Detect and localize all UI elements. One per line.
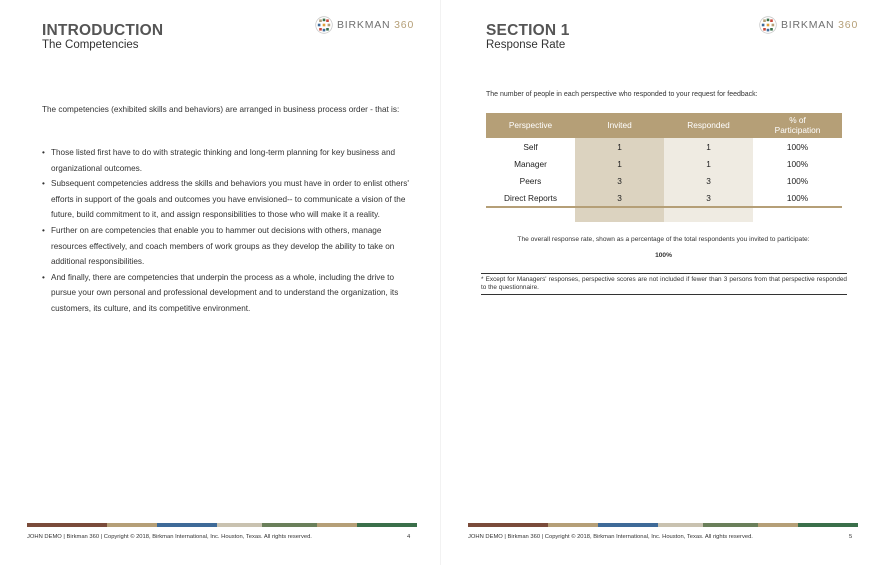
logo-name: BIRKMAN bbox=[781, 19, 835, 31]
logo-wordmark bbox=[781, 19, 858, 31]
footer-color-stripe bbox=[27, 523, 417, 527]
competency-list bbox=[42, 145, 414, 317]
page-title: INTRODUCTION bbox=[42, 22, 164, 39]
cell-perspective: Manager bbox=[514, 158, 547, 169]
cell-participation: 100% bbox=[786, 175, 809, 186]
cell-invited: 1 bbox=[575, 138, 664, 155]
cell-invited: 3 bbox=[575, 172, 664, 189]
logo-number: 360 bbox=[394, 19, 415, 31]
table-row bbox=[486, 189, 842, 207]
header-participation-line2: Participation bbox=[774, 124, 821, 135]
header-responded: Responded bbox=[664, 113, 753, 138]
cell-responded: 3 bbox=[664, 189, 753, 207]
header-participation bbox=[753, 113, 842, 138]
cell-perspective: Peers bbox=[519, 175, 542, 186]
footer-copyright: JOHN DEMO | Birkman 360 | Copyright © 2018, Birkman International, Inc. Houston, Texas. All rights reserved. bbox=[27, 534, 312, 540]
overall-rate-value: 100% bbox=[655, 252, 672, 259]
cell-responded: 1 bbox=[664, 155, 753, 172]
logo-number: 360 bbox=[838, 19, 859, 31]
birkman-logo bbox=[759, 16, 858, 34]
header-invited: Invited bbox=[575, 113, 664, 138]
logo-wordmark bbox=[337, 19, 414, 31]
logo-name: BIRKMAN bbox=[337, 19, 391, 31]
cell-participation: 100% bbox=[786, 141, 809, 152]
cell-participation: 100% bbox=[786, 192, 809, 203]
filler-cell bbox=[486, 207, 575, 222]
table-row bbox=[486, 138, 842, 155]
page-subtitle: Response Rate bbox=[486, 39, 566, 51]
filler-cell bbox=[575, 207, 664, 222]
filler-cell bbox=[753, 207, 842, 222]
table-header-row bbox=[486, 113, 842, 138]
table-filler-row bbox=[486, 207, 842, 222]
footer-copyright: JOHN DEMO | Birkman 360 | Copyright © 2018, Birkman International, Inc. Houston, Texas. All rights reserved. bbox=[468, 534, 753, 540]
footer-color-stripe bbox=[468, 523, 858, 527]
birkman-logo bbox=[315, 16, 414, 34]
list-item: • Subsequent competencies address the skills and behaviors you must have in order to enlist others' efforts in support of the goals and outcomes you have envisioned-- to communicate a vision of the future, build commitment to it, and assign responsibilities to those who will make it a reality. bbox=[42, 176, 414, 223]
header-participation-line1: % of bbox=[789, 115, 806, 125]
page-number: 4 bbox=[407, 534, 411, 540]
list-item: • Those listed first have to do with strategic thinking and long-term planning for key business and organizational outcomes. bbox=[42, 145, 414, 176]
cell-responded: 3 bbox=[664, 172, 753, 189]
table-row bbox=[486, 155, 842, 172]
response-rate-table bbox=[486, 113, 842, 222]
birkman-mosaic-icon bbox=[315, 16, 333, 34]
list-item: • And finally, there are competencies that underpin the process as a whole, including the drive to pursue your own personal and professional development and to understand the organization, its customers, its culture, and its competitive environment. bbox=[42, 270, 414, 317]
cell-invited: 3 bbox=[575, 189, 664, 207]
page-subtitle: The Competencies bbox=[42, 39, 139, 51]
intro-paragraph: The competencies (exhibited skills and behaviors) are arranged in business process order - that is: bbox=[42, 105, 400, 114]
table-row bbox=[486, 172, 842, 189]
cell-invited: 1 bbox=[575, 155, 664, 172]
cell-participation: 100% bbox=[786, 158, 809, 169]
cell-perspective: Direct Reports bbox=[503, 192, 558, 203]
page-title: SECTION 1 bbox=[486, 22, 570, 39]
filler-cell bbox=[664, 207, 753, 222]
cell-perspective: Self bbox=[523, 141, 538, 152]
page-response-rate bbox=[441, 0, 880, 565]
list-item: • Further on are competencies that enable you to hammer out decisions with others, manage resources effectively, and coach members of work groups as they develop the ability to take on additional responsibilities. bbox=[42, 223, 414, 270]
overall-rate-text: The overall response rate, shown as a percentage of the total respondents you invited to participate: bbox=[517, 236, 810, 243]
cell-responded: 1 bbox=[664, 138, 753, 155]
table-lead-text: The number of people in each perspective who responded to your request for feedback: bbox=[486, 91, 758, 98]
footnote: * Except for Managers' responses, perspective scores are not included if fewer than 3 persons from that perspective responded to the questionnaire. bbox=[481, 273, 847, 295]
page-number: 5 bbox=[849, 534, 853, 540]
header-perspective: Perspective bbox=[486, 113, 575, 138]
birkman-mosaic-icon bbox=[759, 16, 777, 34]
